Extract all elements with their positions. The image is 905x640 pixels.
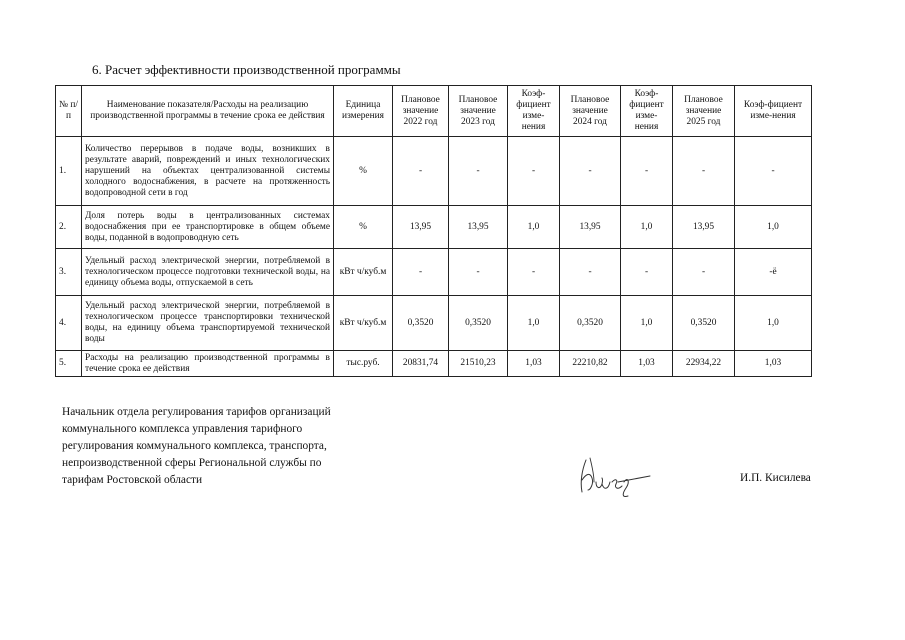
position-line: тарифам Ростовской области: [62, 474, 203, 486]
handwritten-signature: [572, 452, 652, 500]
value-coef-2024: 1,0: [621, 206, 673, 249]
row-indicator-name: Расходы на реализацию производственной программы в течение срока ее действия: [82, 351, 334, 377]
signatory-name: И.П. Кисилева: [740, 472, 811, 484]
value-coef-2024: -: [621, 137, 673, 206]
value-plan-2023: 0,3520: [449, 296, 508, 351]
position-line: коммунального комплекса управления тарифного: [62, 423, 303, 435]
value-plan-2025: -: [673, 249, 735, 296]
value-plan-2025: 13,95: [673, 206, 735, 249]
header-plan-2025: Плановое значение 2025 год: [673, 86, 735, 137]
value-plan-2024: 13,95: [560, 206, 621, 249]
value-plan-2022: 13,95: [393, 206, 449, 249]
value-coef-2025: 1,0: [735, 296, 812, 351]
value-plan-2025: -: [673, 137, 735, 206]
signatory-position: [62, 404, 331, 489]
value-plan-2024: -: [560, 249, 621, 296]
value-coef-2025: -: [735, 137, 812, 206]
header-unit: Единица измерения: [334, 86, 393, 137]
row-unit: кВт ч/куб.м: [334, 249, 393, 296]
value-coef-2023: 1,0: [508, 296, 560, 351]
row-number: 1.: [56, 137, 82, 206]
header-name: Наименование показателя/Расходы на реализацию производственной программы в течение срока ее действия: [82, 86, 334, 137]
position-line: Начальник отдела регулирования тарифов организаций: [62, 406, 331, 418]
value-plan-2023: 13,95: [449, 206, 508, 249]
row-number: 2.: [56, 206, 82, 249]
value-coef-2025: 1,0: [735, 206, 812, 249]
row-number: 4.: [56, 296, 82, 351]
header-coef-2024: Коэф-фициент изме-нения: [621, 86, 673, 137]
value-plan-2022: -: [393, 137, 449, 206]
table-row: [56, 206, 812, 249]
value-plan-2022: 0,3520: [393, 296, 449, 351]
table-header-row: [56, 86, 812, 137]
value-coef-2024: 1,0: [621, 296, 673, 351]
value-coef-2023: 1,03: [508, 351, 560, 377]
value-plan-2024: -: [560, 137, 621, 206]
row-indicator-name: Доля потерь воды в централизованных системах водоснабжения при ее транспортировке в общем объеме воды, поданной в водопроводную сеть: [82, 206, 334, 249]
value-plan-2023: -: [449, 137, 508, 206]
value-plan-2025: 0,3520: [673, 296, 735, 351]
value-coef-2023: 1,0: [508, 206, 560, 249]
row-unit: %: [334, 137, 393, 206]
value-coef-2025: -ё: [735, 249, 812, 296]
value-plan-2024: 0,3520: [560, 296, 621, 351]
table-row: [56, 351, 812, 377]
value-coef-2023: -: [508, 249, 560, 296]
header-plan-2022: Плановое значение 2022 год: [393, 86, 449, 137]
row-unit: кВт ч/куб.м: [334, 296, 393, 351]
table-row: [56, 137, 812, 206]
value-coef-2023: -: [508, 137, 560, 206]
row-indicator-name: Удельный расход электрической энергии, потребляемой в технологическом процессе подготовки технической воды, на единицу объема воды, отпускаемой в сеть: [82, 249, 334, 296]
value-plan-2022: 20831,74: [393, 351, 449, 377]
position-line: непроизводственной сферы Региональной службы по: [62, 457, 322, 469]
header-plan-2024: Плановое значение 2024 год: [560, 86, 621, 137]
header-coef-2023: Коэф-фициент изме-нения: [508, 86, 560, 137]
efficiency-table: [55, 85, 812, 377]
table-row: [56, 296, 812, 351]
value-plan-2023: -: [449, 249, 508, 296]
value-plan-2022: -: [393, 249, 449, 296]
section-title: 6. Расчет эффективности производственной программы: [92, 62, 401, 77]
header-plan-2023: Плановое значение 2023 год: [449, 86, 508, 137]
table-row: [56, 249, 812, 296]
position-line: регулирования коммунального комплекса, транспорта,: [62, 440, 327, 452]
header-coef-2025: Коэф-фициент изме-нения: [735, 86, 812, 137]
row-unit: %: [334, 206, 393, 249]
value-plan-2024: 22210,82: [560, 351, 621, 377]
row-unit: тыс.руб.: [334, 351, 393, 377]
value-plan-2023: 21510,23: [449, 351, 508, 377]
row-indicator-name: Удельный расход электрической энергии, потребляемой в технологическом процессе транспортировки технической воды, на единицу объема транспортируемой технической воды: [82, 296, 334, 351]
value-coef-2024: -: [621, 249, 673, 296]
value-plan-2025: 22934,22: [673, 351, 735, 377]
row-number: 5.: [56, 351, 82, 377]
value-coef-2025: 1,03: [735, 351, 812, 377]
row-indicator-name: Количество перерывов в подаче воды, возникших в результате аварий, повреждений и иных технологических нарушений на объектах централизованной системы холодного водоснабжения, в расчете на протяженность водопроводной сети в год: [82, 137, 334, 206]
row-number: 3.: [56, 249, 82, 296]
header-num: № п/п: [56, 86, 82, 137]
value-coef-2024: 1,03: [621, 351, 673, 377]
